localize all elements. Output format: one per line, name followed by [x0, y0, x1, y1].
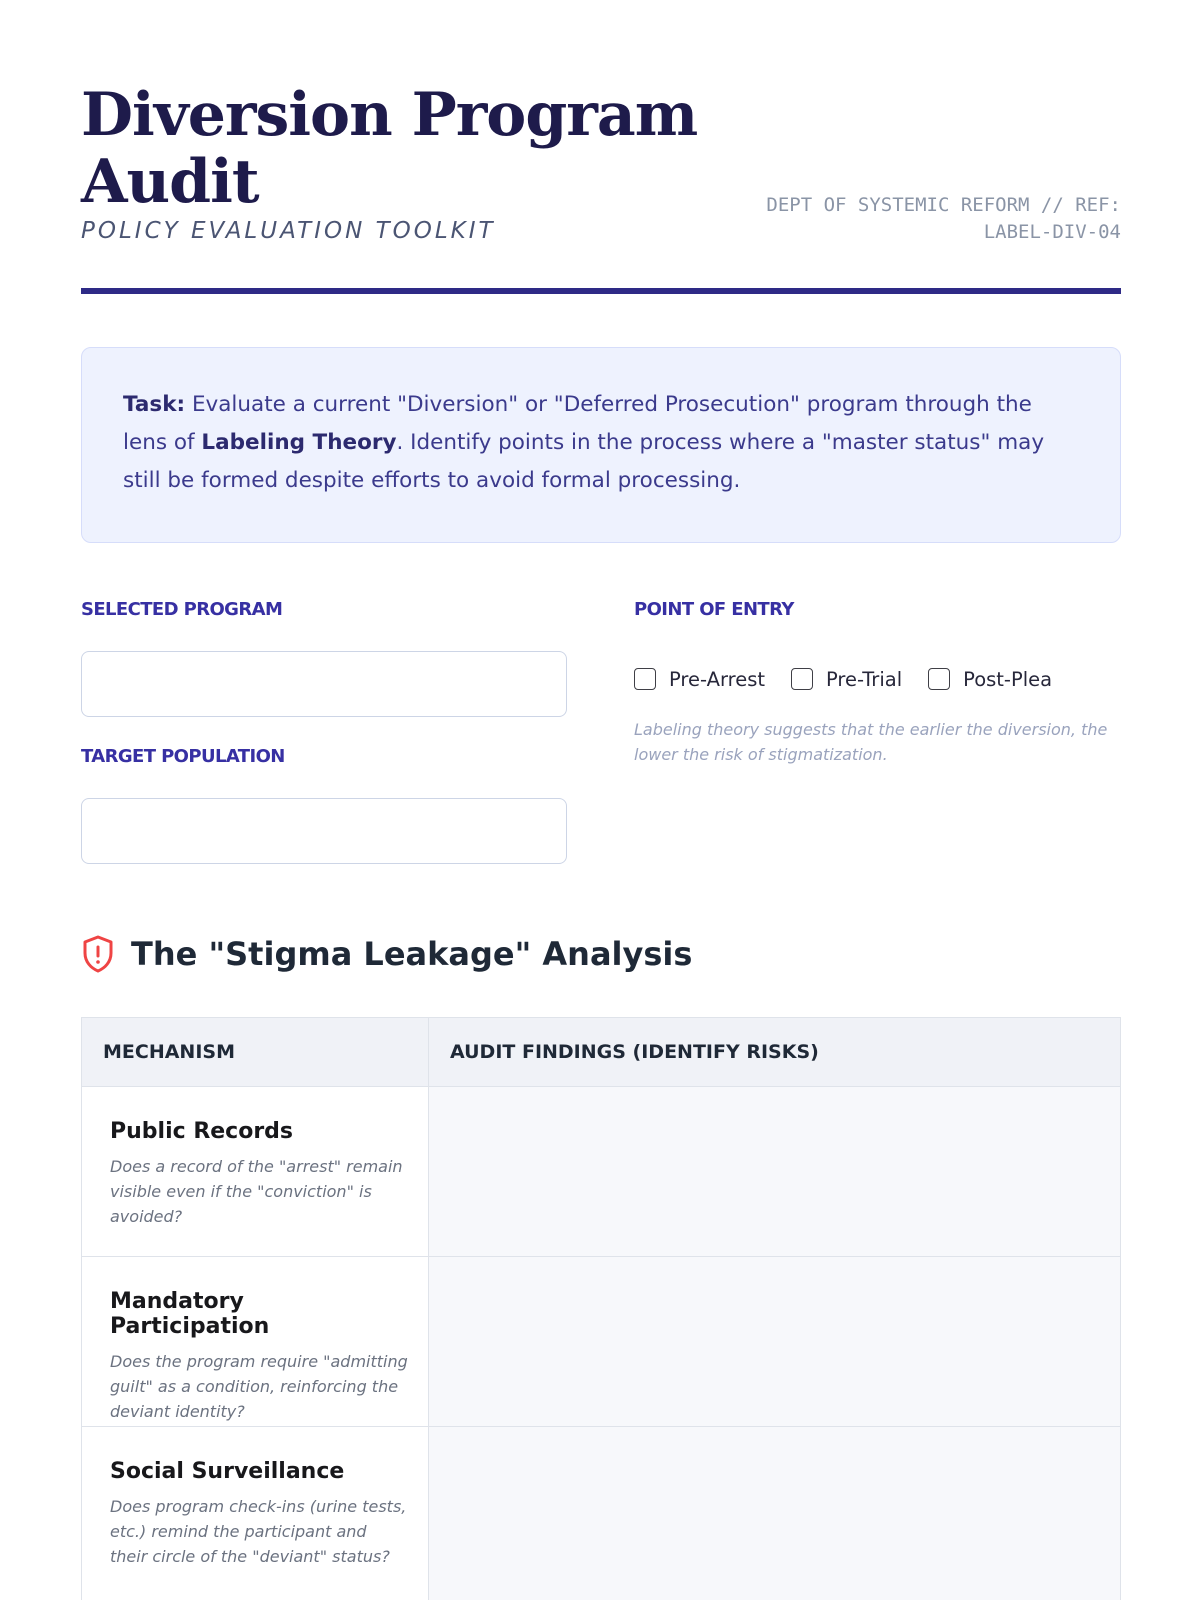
- table-row: [82, 1087, 1120, 1257]
- task-text-part-1: Evaluate a current "Diversion" or "Deferred Prosecution" program through the lens of: [123, 392, 1032, 455]
- checkbox-box[interactable]: [928, 668, 950, 690]
- task-emphasis: Labeling Theory: [201, 430, 397, 455]
- checkbox-label: Post-Plea: [963, 667, 1053, 691]
- reference-code: [701, 192, 1121, 246]
- section-header: [81, 930, 692, 978]
- point-of-entry-options: [634, 666, 1078, 692]
- checkbox-label: Pre-Trial: [826, 667, 903, 691]
- selected-program-input[interactable]: [81, 651, 567, 717]
- shield-alert-icon: [81, 934, 115, 974]
- checkbox-box[interactable]: [634, 668, 656, 690]
- task-lead: Task:: [123, 392, 186, 417]
- table-row: [82, 1257, 1120, 1427]
- selected-program-label: SELECTED PROGRAM: [81, 599, 283, 620]
- mechanism-cell: [82, 1257, 429, 1426]
- target-population-input[interactable]: [81, 798, 567, 864]
- point-of-entry-label: POINT OF ENTRY: [634, 599, 794, 620]
- checkbox-box[interactable]: [791, 668, 813, 690]
- table-header: [82, 1018, 1120, 1087]
- column-header-mechanism: MECHANISM: [82, 1018, 429, 1086]
- checkbox-post-plea[interactable]: [928, 668, 1052, 691]
- findings-cell[interactable]: [429, 1427, 1120, 1600]
- entry-hint: Labeling theory suggests that the earlier the diversion, the lower the risk of stigmatization.: [634, 720, 1108, 764]
- task-text: [123, 386, 1080, 500]
- task-box: [81, 347, 1121, 543]
- findings-cell[interactable]: [429, 1257, 1120, 1426]
- mechanism-description: Does the program require "admitting guilt" as a condition, reinforcing the deviant identity?: [110, 1352, 408, 1421]
- page-title: Diversion Program Audit: [81, 80, 698, 217]
- section-title: The "Stigma Leakage" Analysis: [131, 935, 693, 973]
- page-subtitle: POLICY EVALUATION TOOLKIT: [81, 218, 496, 244]
- header-divider: [81, 288, 1121, 294]
- mechanism-description: Does a record of the "arrest" remain visible even if the "conviction" is avoided?: [110, 1157, 403, 1226]
- mechanism-title: Social Surveillance: [110, 1459, 345, 1484]
- reference-line-1: DEPT OF SYSTEMIC REFORM // REF:: [766, 194, 1121, 216]
- column-header-findings: AUDIT FINDINGS (IDENTIFY RISKS): [450, 1041, 819, 1063]
- mechanism-title: Mandatory Participation: [110, 1289, 270, 1339]
- task-text-part-2: . Identify points in the process where a "master status" may still be formed despite efforts to avoid formal processing.: [123, 430, 1045, 493]
- checkbox-pre-trial[interactable]: [791, 668, 902, 691]
- mechanism-cell: [82, 1087, 429, 1256]
- checkbox-pre-arrest[interactable]: [634, 668, 765, 691]
- findings-cell[interactable]: [429, 1087, 1120, 1256]
- mechanism-description: Does program check-ins (urine tests, etc.) remind the participant and their circle of the "deviant" status?: [110, 1497, 407, 1566]
- target-population-label: TARGET POPULATION: [81, 746, 285, 767]
- checkbox-label: Pre-Arrest: [669, 667, 766, 691]
- mechanism-cell: [82, 1427, 429, 1600]
- page-header: [81, 82, 1121, 242]
- stigma-analysis-table: [81, 1017, 1121, 1600]
- mechanism-title: Public Records: [110, 1119, 294, 1144]
- reference-line-2: LABEL-DIV-04: [983, 221, 1121, 243]
- table-row: [82, 1427, 1120, 1600]
